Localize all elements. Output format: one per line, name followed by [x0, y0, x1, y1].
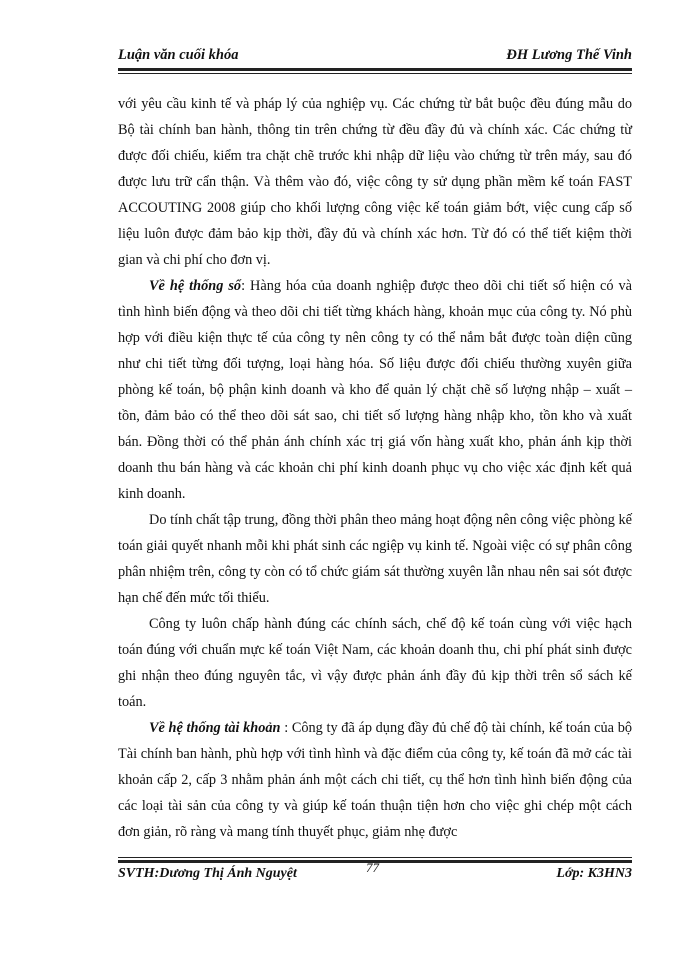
header-title: Luận văn cuối khóa: [118, 47, 239, 63]
section-label-tai-khoan: Về hệ thống tài khoản: [149, 720, 281, 736]
footer-author: SVTH:Dương Thị Ánh Nguyệt: [118, 866, 297, 881]
paragraph-2: [118, 273, 632, 507]
paragraph-1: với yêu cầu kinh tế và pháp lý của nghiệp vụ. Các chứng từ bắt buộc đều đúng mẫu do Bộ tài chính ban hành, thông tin trên chứng từ đều đầy đủ và chính xác. Các chứng từ được đối chiếu, kiểm tra chặt chẽ trước khi nhập dữ liệu vào chứng từ trên máy, sau đó được lưu trữ cẩn thận. Và thêm vào đó, việc công ty sử dụng phần mềm kế toán FAST ACCOUTING 2008 giúp cho khối lượng công việc kế toán giảm bớt, việc cung cấp số liệu luôn được đảm bảo kịp thời, đầy đủ và chính xác hơn. Từ đó có thể tiết kiệm thời gian và chi phí cho đơn vị.: [118, 96, 632, 268]
section-label-so: Về hệ thống sổ: [149, 278, 242, 294]
header-rule-thin: [118, 73, 632, 74]
header-rule-thick: [118, 68, 632, 71]
body-text: [118, 91, 632, 845]
page-number: 77: [366, 860, 379, 875]
paragraph-4: Công ty luôn chấp hành đúng các chính sách, chế độ kế toán cùng với việc hạch toán đúng với chuẩn mực kế toán Việt Nam, các khoản doanh thu, chi phí phát sinh được ghi nhận theo đúng nguyên tắc, vì vậy được phản ánh đầy đủ kịp thời trên sổ sách kế toán.: [118, 616, 632, 710]
page-footer: [118, 860, 632, 888]
page-header: [118, 42, 632, 66]
footer-rule-thin: [118, 857, 632, 858]
paragraph-3: Do tính chất tập trung, đồng thời phân theo mảng hoạt động nên công việc phòng kế toán giải quyết nhanh mỗi khi phát sinh các ngiệp vụ kinh tế. Ngoài việc có sự phân công phân nhiệm trên, công ty còn có tổ chức giám sát thường xuyên lẫn nhau nên sai sót được hạn chế đến mức tối thiểu.: [118, 512, 632, 606]
header-school: ĐH Lương Thế Vinh: [506, 47, 632, 63]
paragraph-5: [118, 715, 632, 845]
paragraph-5-text: : Công ty đã áp dụng đầy đủ chế độ tài chính, kế toán của bộ Tài chính ban hành, phù hợp với tình hình và đặc điểm của công ty, kế toán đã mở các tài khoản cấp 2, cấp 3 nhằm phản ánh một cách chi tiết, cụ thể hơn tình hình biến động của các loại tài sản của công ty và giúp kế toán thuận tiện hơn cho việc ghi chép một cách đơn giản, rõ ràng và mang tính thuyết phục, giảm nhẹ được: [118, 720, 632, 840]
paragraph-2-text: : Hàng hóa của doanh nghiệp được theo dõi chi tiết số hiện có và tình hình biến động và theo dõi chi tiết từng khách hàng, khoản mục của công ty. Nó phù hợp với điều kiện thực tế của công ty nên công ty có thể nắm bắt được toàn diện cũng như chi tiết từng đối tượng, loại hàng hóa. Số liệu được đối chiếu thường xuyên giữa phòng kế toán, bộ phận kinh doanh và kho để quản lý chặt chẽ số lượng nhập – xuất – tồn, đảm bảo có thể theo dõi sát sao, chi tiết số lượng hàng nhập kho, tồn kho và xuất bán. Đồng thời có thể phản ánh chính xác trị giá vốn hàng xuất kho, phản ánh kịp thời doanh thu bán hàng và các khoản chi phí kinh doanh phục vụ cho việc xác định kết quả kinh doanh.: [118, 278, 632, 502]
footer-class: Lớp: K3HN3: [556, 866, 632, 881]
